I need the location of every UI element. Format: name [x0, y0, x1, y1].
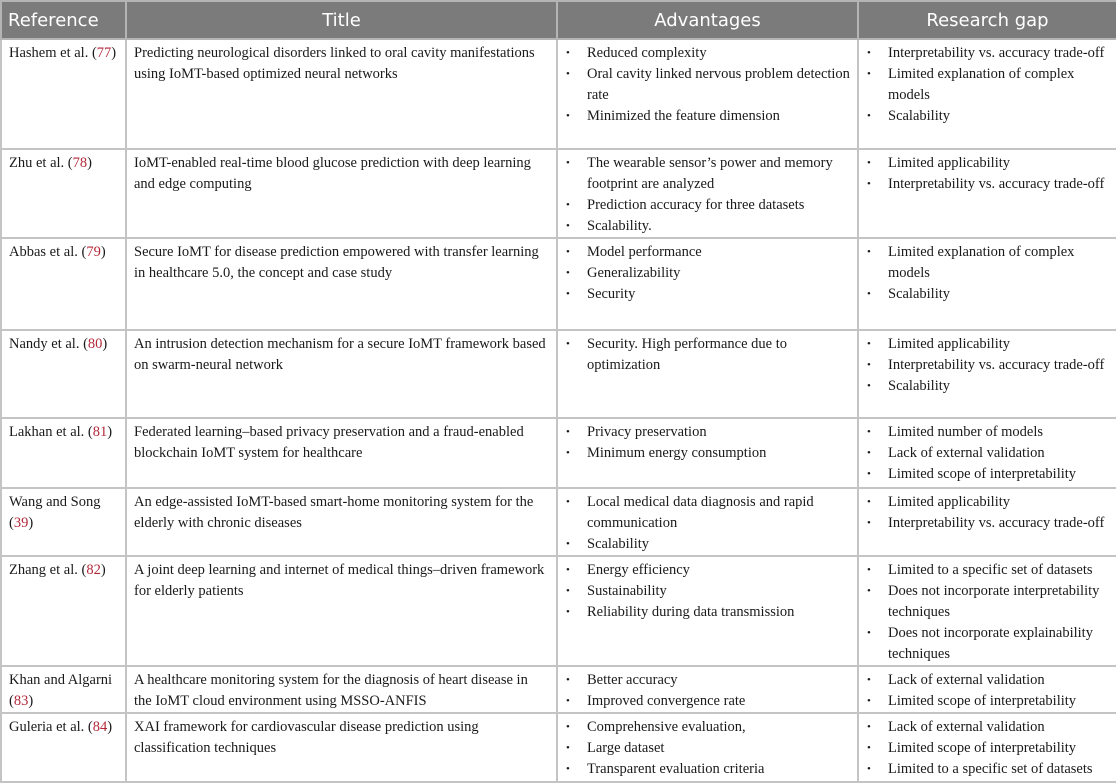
research-gap-item: • Limited applicability — [888, 334, 1109, 355]
table-row — [1, 418, 1116, 488]
research-gap-item: • Limited to a specific set of datasets — [888, 560, 1109, 581]
advantages-list — [565, 153, 850, 237]
reference-cell: Lakhan et al. (81) — [1, 418, 126, 488]
table-row — [1, 666, 1116, 713]
research-gap-cell — [858, 39, 1116, 149]
research-gap-item: • Lack of external validation — [888, 670, 1109, 691]
reference-text: Khan and Algarni ( — [9, 672, 113, 709]
table-row — [1, 39, 1116, 149]
research-gap-item: • Lack of external validation — [888, 443, 1109, 464]
title-cell: An intrusion detection mechanism for a secure IoMT framework based on swarm-neural network — [126, 330, 557, 418]
research-gap-list — [866, 153, 1109, 195]
reference-cell: Guleria et al. (84) — [1, 713, 126, 782]
advantages-list — [565, 422, 850, 464]
reference-cell: Zhu et al. (78) — [1, 149, 126, 238]
advantage-item: • Energy efficiency — [587, 560, 850, 581]
reference-text: Wang and Song ( — [9, 494, 101, 531]
table-row — [1, 330, 1116, 418]
advantage-item: • Comprehensive evaluation, — [587, 717, 850, 738]
title-cell: Federated learning–based privacy preservation and a fraud-enabled blockchain IoMT system for healthcare — [126, 418, 557, 488]
reference-cell: Zhang et al. (82) — [1, 556, 126, 666]
table-row — [1, 713, 1116, 782]
advantage-item: • Minimum energy consumption — [587, 443, 850, 464]
research-gap-list — [866, 492, 1109, 534]
research-gap-cell — [858, 418, 1116, 488]
table-row — [1, 556, 1116, 666]
advantage-item: • Reliability during data transmission — [587, 602, 850, 623]
header-research-gap: Research gap — [858, 1, 1116, 39]
reference-text: Abbas et al. ( — [9, 244, 87, 260]
reference-cell: Wang and Song (39) — [1, 488, 126, 556]
citation-link[interactable]: 77 — [96, 45, 112, 61]
advantage-item: • Security. High performance due to optimization — [587, 334, 850, 376]
research-gap-cell — [858, 666, 1116, 713]
research-gap-item: • Limited explanation of complex models — [888, 64, 1109, 106]
research-gap-item: • Limited scope of interpretability — [888, 691, 1109, 712]
research-gap-list — [866, 242, 1109, 305]
reference-text: Lakhan et al. ( — [9, 424, 93, 440]
citation-link[interactable]: 78 — [72, 155, 88, 171]
research-gap-cell — [858, 713, 1116, 782]
research-gap-cell — [858, 330, 1116, 418]
advantages-list — [565, 334, 850, 376]
advantages-list — [565, 717, 850, 780]
reference-text: Zhu et al. ( — [9, 155, 73, 171]
advantage-item: • Privacy preservation — [587, 422, 850, 443]
title-cell: A joint deep learning and internet of medical things–driven framework for elderly patients — [126, 556, 557, 666]
advantage-item: • Better accuracy — [587, 670, 850, 691]
advantage-item: • Security — [587, 284, 850, 305]
title-cell: Secure IoMT for disease prediction empowered with transfer learning in healthcare 5.0, the concept and case study — [126, 238, 557, 330]
advantage-item: • Improved convergence rate — [587, 691, 850, 712]
research-gap-item: • Does not incorporate explainability techniques — [888, 623, 1109, 665]
title-cell: An edge-assisted IoMT-based smart-home monitoring system for the elderly with chronic diseases — [126, 488, 557, 556]
research-gap-list — [866, 43, 1109, 127]
reference-text: Hashem et al. ( — [9, 45, 97, 61]
table-row — [1, 238, 1116, 330]
reference-text: Nandy et al. ( — [9, 336, 88, 352]
reference-text: Zhang et al. ( — [9, 562, 87, 578]
research-gap-item: • Limited number of models — [888, 422, 1109, 443]
citation-link[interactable]: 84 — [92, 719, 108, 735]
reference-cell: Abbas et al. (79) — [1, 238, 126, 330]
advantages-list — [565, 670, 850, 712]
advantages-cell — [557, 149, 858, 238]
research-gap-cell — [858, 488, 1116, 556]
title-cell: IoMT-enabled real-time blood glucose prediction with deep learning and edge computing — [126, 149, 557, 238]
header-advantages: Advantages — [557, 1, 858, 39]
citation-link[interactable]: 80 — [87, 336, 103, 352]
advantage-item: • Sustainability — [587, 581, 850, 602]
research-gap-cell — [858, 149, 1116, 238]
research-gap-item: • Interpretability vs. accuracy trade-off — [888, 174, 1109, 195]
citation-link[interactable]: 79 — [86, 244, 101, 260]
reference-cell: Nandy et al. (80) — [1, 330, 126, 418]
advantages-cell — [557, 330, 858, 418]
research-gap-cell — [858, 238, 1116, 330]
advantages-cell — [557, 418, 858, 488]
research-gap-list — [866, 560, 1109, 665]
research-gap-item: • Interpretability vs. accuracy trade-off — [888, 513, 1109, 534]
research-gap-list — [866, 670, 1109, 712]
advantage-item: • Transparent evaluation criteria — [587, 759, 850, 780]
research-gap-item: • Limited scope of interpretability — [888, 464, 1109, 485]
advantages-list — [565, 242, 850, 305]
research-gap-item: • Scalability — [888, 376, 1109, 397]
advantage-item: • The wearable sensor’s power and memory footprint are analyzed — [587, 153, 850, 195]
advantage-item: • Minimized the feature dimension — [587, 106, 850, 127]
reference-text: Guleria et al. ( — [9, 719, 93, 735]
research-gap-item: • Interpretability vs. accuracy trade-off — [888, 43, 1109, 64]
advantages-list — [565, 492, 850, 555]
title-cell: XAI framework for cardiovascular disease prediction using classification techniques — [126, 713, 557, 782]
advantages-cell — [557, 713, 858, 782]
advantages-cell — [557, 666, 858, 713]
title-cell: A healthcare monitoring system for the diagnosis of heart disease in the IoMT cloud environment using MSSO-ANFIS — [126, 666, 557, 713]
advantages-cell — [557, 556, 858, 666]
advantage-item: • Oral cavity linked nervous problem detection rate — [587, 64, 850, 106]
header-row — [1, 1, 1116, 39]
table-row — [1, 488, 1116, 556]
research-gap-item: • Limited applicability — [888, 153, 1109, 174]
advantages-cell — [557, 238, 858, 330]
advantage-item: • Reduced complexity — [587, 43, 850, 64]
advantage-item: • Scalability. — [587, 216, 850, 237]
citation-link[interactable]: 82 — [86, 562, 101, 578]
advantages-list — [565, 560, 850, 623]
advantage-item: • Local medical data diagnosis and rapid communication — [587, 492, 850, 534]
header-title: Title — [126, 1, 557, 39]
advantage-item: • Large dataset — [587, 738, 850, 759]
advantages-list — [565, 43, 850, 127]
table-row — [1, 149, 1116, 238]
citation-link[interactable]: 81 — [92, 424, 108, 440]
reference-cell: Khan and Algarni (83) — [1, 666, 126, 713]
research-gap-item: • Scalability — [888, 284, 1109, 305]
research-gap-item: • Scalability — [888, 106, 1109, 127]
research-gap-item: • Limited to a specific set of datasets — [888, 759, 1109, 780]
advantages-cell — [557, 39, 858, 149]
advantage-item: • Scalability — [587, 534, 850, 555]
title-cell: Predicting neurological disorders linked to oral cavity manifestations using IoMT-based optimized neural networks — [126, 39, 557, 149]
research-gap-list — [866, 717, 1109, 780]
advantage-item: • Generalizability — [587, 263, 850, 284]
advantage-item: • Model performance — [587, 242, 850, 263]
citation-link[interactable]: 39 — [13, 515, 29, 531]
advantage-item: • Prediction accuracy for three datasets — [587, 195, 850, 216]
header-reference: Reference — [1, 1, 126, 39]
research-gap-item: • Lack of external validation — [888, 717, 1109, 738]
advantages-cell — [557, 488, 858, 556]
research-gap-item: • Limited scope of interpretability — [888, 738, 1109, 759]
research-gap-item: • Limited applicability — [888, 492, 1109, 513]
research-gap-list — [866, 334, 1109, 397]
reference-cell: Hashem et al. (77) — [1, 39, 126, 149]
research-gap-item: • Interpretability vs. accuracy trade-off — [888, 355, 1109, 376]
research-gap-cell — [858, 556, 1116, 666]
research-gap-item: • Limited explanation of complex models — [888, 242, 1109, 284]
research-gap-list — [866, 422, 1109, 485]
citation-link[interactable]: 83 — [13, 693, 29, 709]
research-gap-item: • Does not incorporate interpretability techniques — [888, 581, 1109, 623]
